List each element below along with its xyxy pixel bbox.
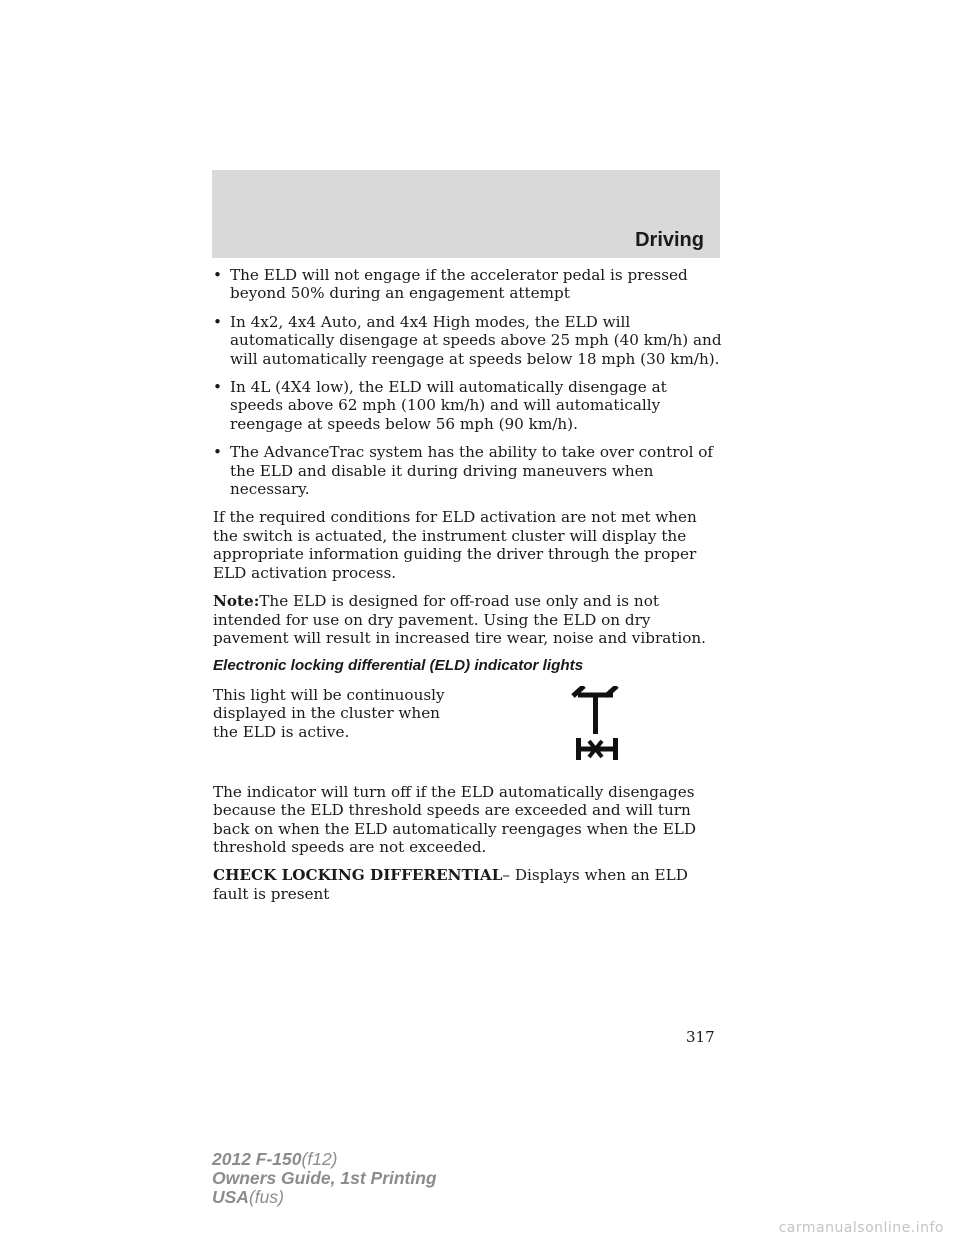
- footer-line-2: Owners Guide, 1st Printing: [212, 1168, 437, 1188]
- bullet-item: [213, 313, 723, 368]
- eld-indicator-icon: [568, 686, 624, 764]
- activation-paragraph: If the required conditions for ELD activation are not met when the switch is actuated, the instrument cluster will display the appropriate information guiding the driver through the proper ELD activation process.: [213, 508, 697, 582]
- check-message-paragraph: [213, 866, 723, 903]
- page-content: [213, 266, 723, 913]
- indicator-light-block: [213, 686, 723, 773]
- footer-market: USA: [212, 1187, 249, 1207]
- bullet-dot: •: [213, 443, 222, 462]
- footer-line-1: [212, 1150, 437, 1169]
- page-number: 317: [686, 1028, 715, 1046]
- footer-model-code: (f12): [301, 1149, 338, 1169]
- footer-market-code: (fus): [248, 1187, 284, 1207]
- check-message-text: – Displays when an ELD fault is present: [213, 866, 688, 903]
- indicator-heading: Electronic locking differential (ELD) indicator lights: [213, 657, 584, 675]
- footer-line-3: [212, 1188, 437, 1207]
- check-message-label: CHECK LOCKING DIFFERENTIAL: [213, 866, 503, 885]
- section-title: Driving: [635, 229, 704, 251]
- footer-model: 2012 F-150: [212, 1149, 302, 1169]
- bullet-dot: •: [213, 378, 222, 397]
- indicator-off-paragraph: The indicator will turn off if the ELD automatically disengages because the ELD threshold speeds are exceeded and will turn back on when the ELD automatically reengages when the ELD threshold speeds are not exceeded.: [213, 782, 697, 856]
- bullet-text: In 4x2, 4x4 Auto, and 4x4 High modes, the ELD will automatically disengage at speeds above 25 mph (40 km/h) and will automatically reengage at speeds below 18 mph (30 km/h).: [230, 312, 722, 368]
- bullet-item: [213, 443, 723, 498]
- bullet-item: [213, 378, 723, 433]
- bullet-text: The AdvanceTrac system has the ability to take over control of the ELD and disable it during driving maneuvers when necessary.: [230, 443, 714, 499]
- note-text: The ELD is designed for off-road use only and is not intended for use on dry pavement. Using the ELD on dry pavement will result in increased tire wear, noise and vibration.: [213, 592, 706, 647]
- bullet-text: The ELD will not engage if the accelerator pedal is pressed beyond 50% during an engagement attempt: [230, 266, 688, 303]
- bullet-dot: •: [213, 312, 222, 331]
- bullet-dot: •: [213, 266, 222, 284]
- bullet-item: [213, 266, 723, 303]
- indicator-light-text: This light will be continuously displayed in the cluster when the ELD is active.: [213, 685, 445, 741]
- watermark: carmanualsonline.info: [778, 1220, 944, 1236]
- note-label: Note:: [213, 592, 260, 611]
- bullet-text: In 4L (4X4 low), the ELD will automatically disengage at speeds above 62 mph (100 km/h) and will automatically reengage at speeds below 56 mph (90 km/h).: [230, 378, 667, 433]
- print-footer: [212, 1150, 437, 1207]
- note-paragraph: [213, 592, 723, 647]
- section-header-band: [212, 170, 720, 258]
